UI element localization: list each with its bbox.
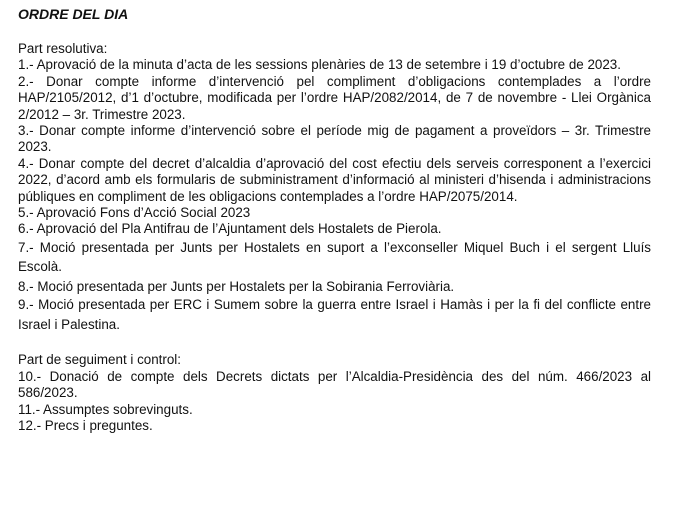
agenda-item: 9.- Moció presentada per ERC i Sumem sobre la guerra entre Israel i Hamàs i per la fi del conflicte entre Israel i Palestina. [18,297,651,332]
section-spacer [18,336,651,352]
agenda-document [18,5,651,434]
agenda-item: 10.- Donació de compte dels Decrets dictats per l’Alcaldia-Presidència des del núm. 466/2023 al 586/2023. [18,368,651,401]
agenda-item: 11.- Assumptes sobrevinguts. [18,401,193,417]
agenda-item: 2.- Donar compte informe d’intervenció pel compliment d’obligacions contemplades a l’ordre HAP/2105/2012, d’1 d’octubre, modificada per l’ordre HAP/2082/2014, de 7 de novembre - Llei Orgànica 2/2012 – 3r. Trimestre 2023. [18,73,651,122]
agenda-item: 5.- Aprovació Fons d’Acció Social 2023 [18,205,251,221]
agenda-item: 4.- Donar compte del decret d’alcaldia d’aprovació del cost efectiu dels serveis corresponent a l’exercici 2022, d’acord amb els formularis de subministrament d’informació al ministeri d’hisenda i administracions públiques en compliment de les obligacions contemplades a l’ordre HAP/2075/2014. [18,155,651,204]
agenda-item: 7.- Moció presentada per Junts per Hostalets en suport a l’exconseller Miquel Buch i el sergent Lluís Escolà. [18,239,651,275]
agenda-item: 6.- Aprovació del Pla Antifrau de l’Ajuntament dels Hostalets de Pierola. [18,221,442,237]
agenda-item: 1.- Aprovació de la minuta d’acta de les sessions plenàries de 13 de setembre i 19 d’octubre de 2023. [18,57,621,73]
agenda-item: 3.- Donar compte informe d’intervenció sobre el període mig de pagament a proveïdors – 3r. Trimestre 2023. [18,123,651,155]
document-title: ORDRE DEL DIA [18,6,129,22]
section-label-resolutiva: Part resolutiva: [18,41,108,56]
agenda-item: 12.- Precs i preguntes. [18,417,153,433]
section-label-seguiment: Part de seguiment i control: [18,352,182,368]
agenda-item: 8.- Moció presentada per Junts per Hostalets per la Sobirania Ferroviària. [18,278,455,294]
